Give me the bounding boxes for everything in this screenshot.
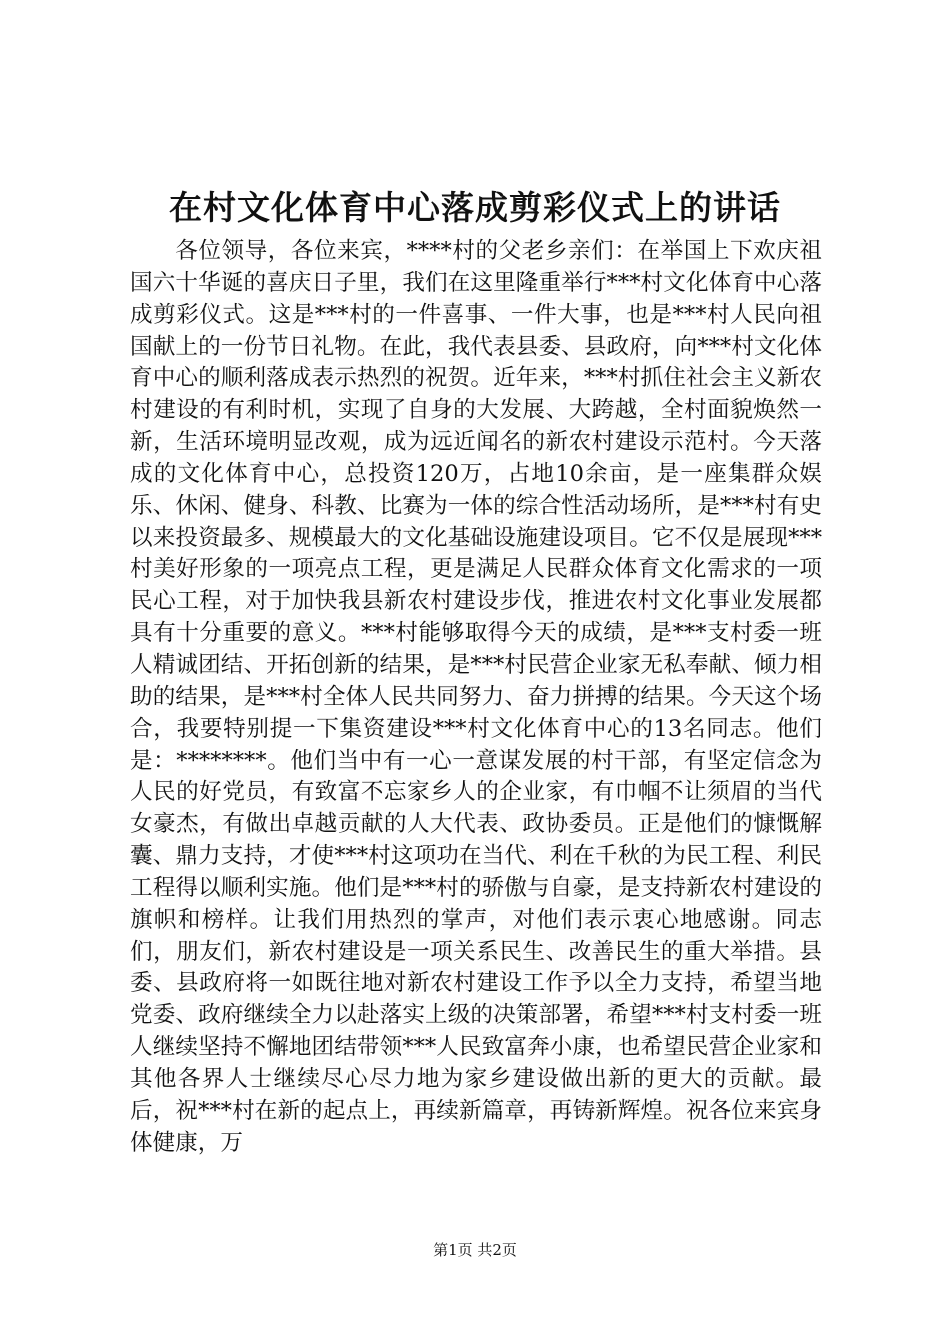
document-body: 各位领导，各位来宾，****村的父老乡亲们：在举国上下欢庆祖国六十华诞的喜庆日子里，我们在这里隆重举行***村文化体育中心落成剪彩仪式。这是***村的一件喜事、一件大事，也是***村人民向祖国献上的一份节日礼物。在此，我代表县委、县政府，向***村文化体育中心的顺利落成表示热烈的祝贺。近年来，***村抓住社会主义新农村建设的有利时机，实现了自身的大发展、大跨越，全村面貌焕然一新，生活环境明显改观，成为远近闻名的新农村建设示范村。今天落成的文化体育中心，总投资120万，占地10余亩，是一座集群众娱乐、休闲、健身、科教、比赛为一体的综合性活动场所，是***村有史以来投资最多、规模最大的文化基础设施建设项目。它不仅是展现***村美好形象的一项亮点工程，更是满足人民群众体育文化需求的一项民心工程，对于加快我县新农村建设步伐，推进农村文化事业发展都具有十分重要的意义。***村能够取得今天的成绩，是***支村委一班人精诚团结、开拓创新的结果，是***村民营企业家无私奉献、倾力相助的结果，是***村全体人民共同努力、奋力拼搏的结果。今天这个场合，我要特别提一下集资建设***村文化体育中心的13名同志。他们是：********。他们当中有一心一意谋发展的村干部，有坚定信念为人民的好党员，有致富不忘家乡人的企业家，有巾帼不让须眉的当代女豪杰，有做出卓越贡献的人大代表、政协委员。正是他们的慷慨解囊、鼎力支持，才使***村这项功在当代、利在千秋的为民工程、利民工程得以顺利实施。他们是***村的骄傲与自豪，是支持新农村建设的旗帜和榜样。让我们用热烈的掌声，对他们表示衷心地感谢。同志们，朋友们，新农村建设是一项关系民生、改善民生的重大举措。县委、县政府将一如既往地对新农村建设工作予以全力支持，希望当地党委、政府继续全力以赴落实上级的决策部署，希望***村支村委一班人继续坚持不懈地团结带领***人民致富奔小康，也希望民营企业家和其他各界人士继续尽心尽力地为家乡建设做出新的更大的贡献。最后，祝***村在新的起点上，再续新篇章，再铸新辉煌。祝各位来宾身体健康，万 [130,238,822,1156]
page-number-footer: 第1页 共2页 [433,1241,517,1259]
document-title: 在村文化体育中心落成剪彩仪式上的讲话 [169,188,781,227]
